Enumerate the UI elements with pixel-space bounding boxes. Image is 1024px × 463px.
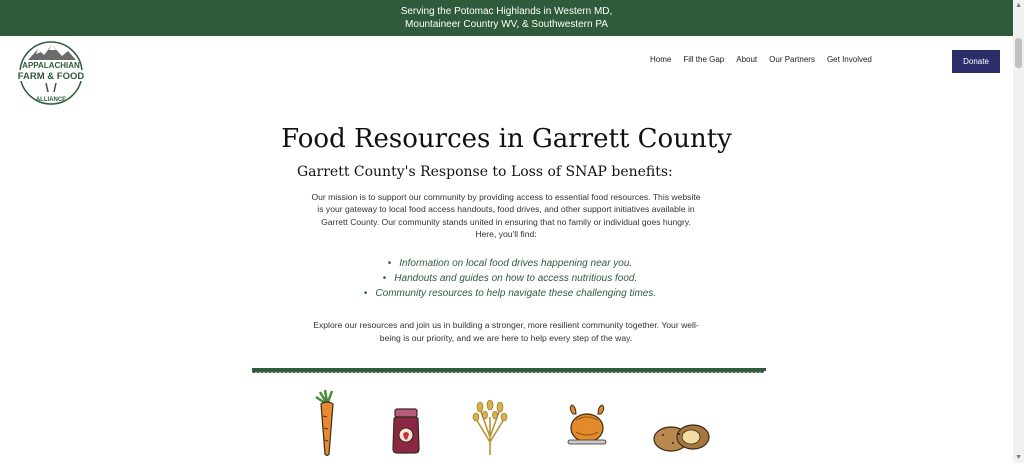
page-subtitle: Garrett County's Response to Loss of SNAP benefits: — [297, 164, 673, 180]
food-illustrations — [0, 385, 1013, 463]
scalloped-divider — [252, 368, 766, 374]
resource-list — [340, 256, 680, 301]
list-item: • Information on local food drives happening near you. — [387, 258, 633, 269]
list-item-text: Handouts and guides on how to access nutritious food. — [394, 273, 638, 284]
list-item-text: Community resources to help navigate these challenging times. — [375, 288, 657, 299]
page-title: Food Resources in Garrett County — [281, 124, 732, 154]
top-banner — [0, 0, 1013, 36]
outro-paragraph: Explore our resources and join us in building a stronger, more resilient community together. Your well-being is our priority, and we are here to help every step of the way. — [313, 320, 699, 343]
nav-get-involved[interactable]: Get Involved — [826, 55, 872, 64]
scroll-up-arrow-icon[interactable]: ▲ — [1015, 2, 1022, 9]
nav-fill-the-gap[interactable]: Fill the Gap — [683, 55, 725, 64]
list-item: • Handouts and guides on how to access nutritious food. — [382, 273, 638, 284]
intro-paragraph: Our mission is to support our community by providing access to essential food resources. This website is your gateway to local food access handouts, food drives, and other support initiatives available in Garrett County. Our community stands united in ensuring that no family or individual goes hungry. Here, you'll find: — [311, 192, 701, 240]
logo-main-text: FARM & FOOD — [17, 71, 85, 82]
carrot-icon — [312, 388, 342, 458]
page-scrollbar[interactable] — [1013, 0, 1024, 463]
banner-line-2: Mountaineer Country WV, & Southwestern PA — [405, 19, 608, 30]
list-item: • Community resources to help navigate these challenging times. — [363, 288, 657, 299]
scroll-thumb[interactable] — [1015, 38, 1022, 68]
nav-home[interactable]: Home — [650, 55, 672, 64]
logo-top-text: APPALACHIAN — [22, 61, 80, 70]
site-logo[interactable] — [12, 40, 90, 106]
wheat-icon — [470, 397, 510, 457]
scroll-down-arrow-icon[interactable]: ▼ — [1015, 454, 1022, 461]
nav-about[interactable]: About — [736, 55, 758, 64]
roast-chicken-icon — [564, 402, 610, 446]
nav-our-partners[interactable]: Our Partners — [769, 55, 815, 64]
banner-line-1: Serving the Potomac Highlands in Western MD, — [400, 6, 613, 17]
potatoes-icon — [653, 421, 711, 453]
logo-bottom-text: ALLIANCE — [35, 97, 67, 103]
donate-button[interactable]: Donate — [952, 50, 1000, 73]
main-nav — [650, 55, 884, 64]
list-item-text: Information on local food drives happening near you. — [399, 258, 633, 269]
jam-jar-icon — [390, 407, 422, 455]
